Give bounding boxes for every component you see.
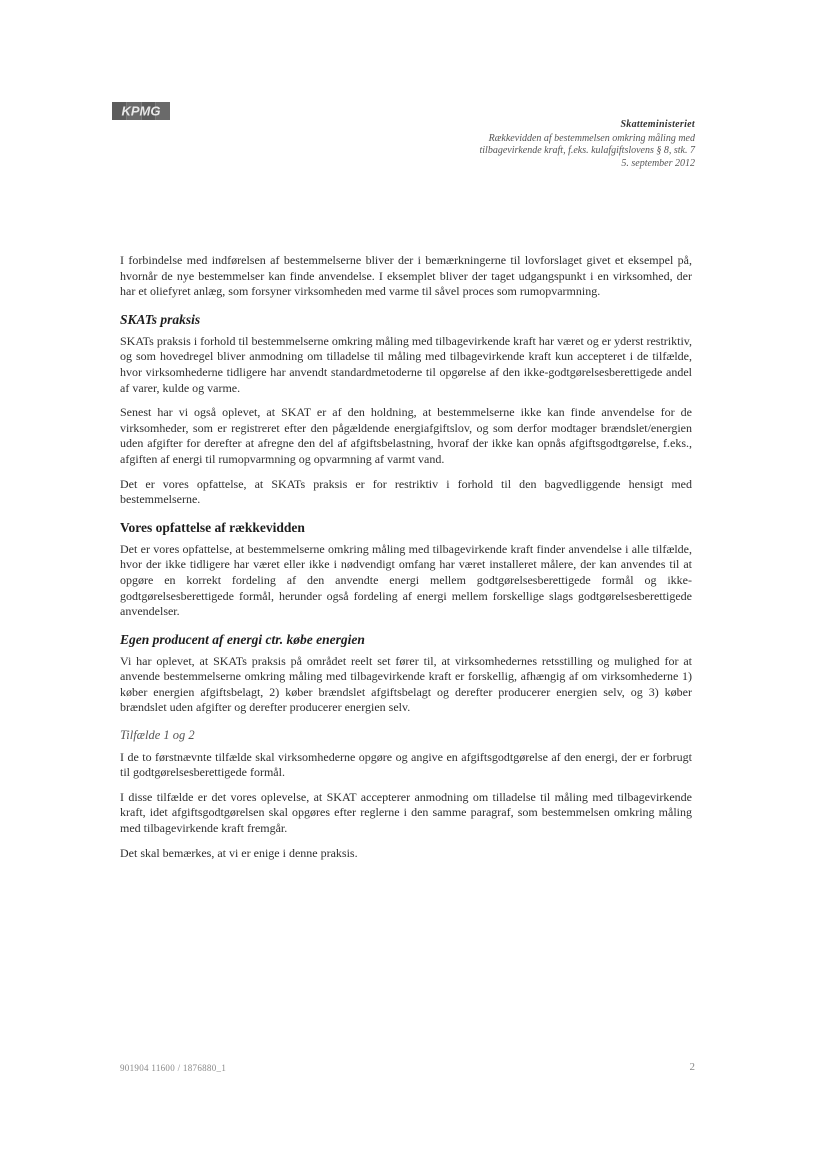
paragraph: Det er vores opfattelse, at SKATs praksis er for restriktiv i forhold til den bagvedliggende hensigt med bestemmelserne.: [120, 476, 692, 507]
paragraph: I de to førstnævnte tilfælde skal virksomhederne opgøre og angive en afgiftsgodtgørelse af den energi, der er forbrugt til godtgørelsesberettigede formål.: [120, 749, 692, 780]
paragraph: Senest har vi også oplevet, at SKAT er af den holdning, at bestemmelserne ikke kan finde anvendelse for de virksomheder, som er registreret efter den pågældende energiafgiftslov, og som derfor modtager brændslet/energien uden afgifter for derefter at afregne den del af afgiftsbelastning, hvoraf der ikke kan opnås afgiftsgodtgørelse, f.eks., afgiften af energi til rumopvarmning og opvarmning af varmt vand.: [120, 405, 692, 466]
paragraph: I disse tilfælde er det vores oplevelse, at SKAT accepterer anmodning om tilladelse til måling med tilbagevirkende kraft, idet afgiftsgodtgørelsen skal opgøres efter reglerne i den samme paragraf, som bestemmelsen omkring måling med tilbagevirkende kraft fremgår.: [120, 789, 692, 836]
page-number: 2: [689, 1061, 695, 1073]
document-date: 5. september 2012: [621, 157, 695, 169]
section-heading-egen-producent: Egen producent af energi ctr. købe energien: [120, 631, 365, 647]
subject-line-1: Rækkevidden af bestemmelsen omkring måling med: [488, 132, 695, 144]
paragraph: Det skal bemærkes, at vi er enige i denne praksis.: [120, 845, 358, 860]
document-reference: 901904 11600 / 1876880_1: [120, 1063, 227, 1073]
logo-text: KPMG: [121, 103, 161, 119]
kpmg-logo: [112, 102, 170, 120]
paragraph: Vi har oplevet, at SKATs praksis på området reelt set fører til, at virksomhedernes retsstilling og mulighed for at anvende bestemmelserne omkring måling med tilbagevirkende kraft er forskellig, afhængig af om virksomhederne 1) køber energien afgiftsbelagt, 2) køber brændslet afgiftsbelagt og derefter producerer energien selv, og 3) køber brændslet uden afgifter og derefter producerer energien selv.: [120, 653, 692, 715]
subsection-heading-tilfaelde: Tilfælde 1 og 2: [120, 728, 195, 743]
document-header: [395, 119, 695, 170]
recipient-ministry: Skatteministeriet: [620, 119, 695, 130]
paragraph: SKATs praksis i forhold til bestemmelserne omkring måling med tilbagevirkende kraft har været og er yderst restriktiv, og som hovedregel bliver anmodning om tilladelse til måling med tilbagevirkende kraft kun accepteret i de tilfælde, hvor virksomhederne tidligere har anvendt standardmetoderne til opgørelse af den ikke-godtgørelsesberettigede andel af varer, kulde og varme.: [120, 333, 692, 395]
subject-line-2: tilbagevirkende kraft, f.eks. kulafgiftslovens § 8, stk. 7: [479, 145, 695, 156]
kpmg-logo-mark: [112, 102, 170, 120]
section-heading-skats-praksis: SKATs praksis: [120, 311, 201, 327]
paragraph: Det er vores opfattelse, at bestemmelserne omkring måling med tilbagevirkende kraft finder anvendelse i alle tilfælde, hvor der ikke tidligere har været eller ikke i nødvendigt omfang har været installeret målere, der kan anvendes til at opgøre en korrekt fordeling af den anvendte energi mellem godtgørelsesberettigede formål og ikke-godtgørelsesberettigede formål, herunder også fordeling af energi mellem forskellige slags godtgørelsesberettigede anvendelser.: [120, 541, 692, 619]
intro-paragraph: I forbindelse med indførelsen af bestemmelserne bliver der i bemærkningerne til lovforslaget givet et eksempel på, hvornår de nye bestemmelser kan finde anvendelse. I eksemplet bliver der taget udgangspunkt i en virksomhed, der har et oliefyret anlæg, som forsyner virksomheden med varme til såvel proces som rumopvarmning.: [120, 253, 692, 299]
document-body: [120, 253, 692, 870]
section-heading-vores-opfattelse: Vores opfattelse af rækkevidden: [120, 519, 305, 535]
